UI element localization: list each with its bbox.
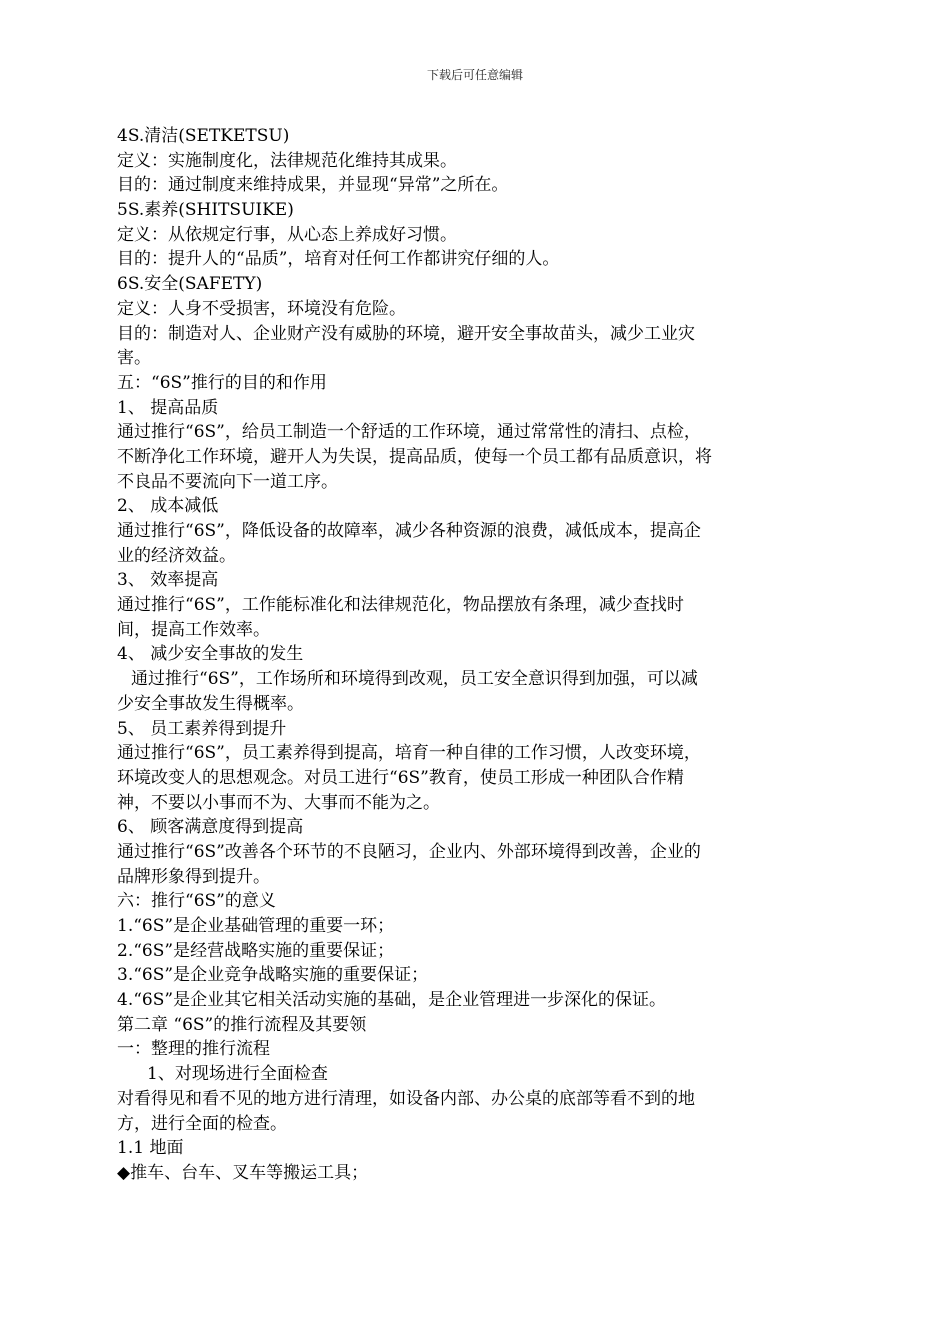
text-line: 一：整理的推行流程 bbox=[117, 1039, 270, 1060]
document-body bbox=[117, 124, 797, 1186]
text-line: 6、 顾客满意度得到提高 bbox=[117, 817, 304, 838]
text-line: 1、 提高品质 bbox=[117, 397, 219, 418]
text-line: 通过推行“6S”，工作能标准化和法律规范化，物品摆放有条理，减少查找时 bbox=[117, 595, 684, 616]
text-line: 目的：通过制度来维持成果，并显现“异常”之所在。 bbox=[117, 175, 509, 196]
text-line: 业的经济效益。 bbox=[117, 545, 236, 566]
text-line: 定义：人身不受损害，环境没有危险。 bbox=[117, 298, 406, 319]
text-line: 间，提高工作效率。 bbox=[117, 619, 270, 640]
text-line: 1.1 地面 bbox=[117, 1138, 184, 1159]
text-line: 少安全事故发生得概率。 bbox=[117, 693, 304, 714]
text-line: 第二章 “6S”的推行流程及其要领 bbox=[117, 1014, 367, 1035]
text-line: 5S.素养(SHITSUIKE) bbox=[117, 200, 294, 221]
text-line: 神，不要以小事而不为、大事而不能为之。 bbox=[117, 792, 440, 813]
text-line: 4、 减少安全事故的发生 bbox=[117, 644, 304, 665]
text-line: 通过推行“6S”改善各个环节的不良陋习，企业内、外部环境得到改善，企业的 bbox=[117, 841, 701, 862]
text-line: 目的：提升人的“品质”，培育对任何工作都讲究仔细的人。 bbox=[117, 249, 560, 270]
text-line: 目的：制造对人、企业财产没有威胁的环境，避开安全事故苗头，减少工业灾 bbox=[117, 323, 695, 344]
text-line: 通过推行“6S”，降低设备的故障率，减少各种资源的浪费，减低成本，提高企 bbox=[117, 521, 701, 541]
text-line: 2、 成本减低 bbox=[117, 496, 219, 517]
text-line: 2.“6S”是经营战略实施的重要保证； bbox=[117, 940, 395, 961]
text-line: 环境改变人的思想观念。对员工进行“6S”教育，使员工形成一种团队合作精 bbox=[117, 767, 684, 788]
text-line: 4S.清洁(SETKETSU) bbox=[117, 126, 290, 146]
text-line: 害。 bbox=[117, 348, 151, 369]
text-line: 6S.安全(SAFETY) bbox=[117, 274, 263, 295]
text-line: 不断净化工作环境，避开人为失误，提高品质，使每一个员工都有品质意识，将 bbox=[117, 446, 712, 467]
text-line: 通过推行“6S”，给员工制造一个舒适的工作环境，通过常常性的清扫、点检， bbox=[117, 422, 701, 443]
text-line: 五：“6S”推行的目的和作用 bbox=[117, 372, 327, 393]
text-line: 定义：实施制度化，法律规范化维持其成果。 bbox=[117, 150, 457, 171]
text-line: 3.“6S”是企业竞争战略实施的重要保证； bbox=[117, 965, 429, 986]
text-line: 3、 效率提高 bbox=[117, 570, 219, 591]
text-line: 品牌形象得到提升。 bbox=[117, 866, 270, 887]
text-line: 5、 员工素养得到提升 bbox=[117, 718, 287, 739]
page-header: 下载后可任意编辑 bbox=[426, 68, 523, 82]
text-line: 通过推行“6S”，员工素养得到提高，培育一种自律的工作习惯，人改变环境， bbox=[117, 743, 701, 764]
text-line: 对看得见和看不见的地方进行清理，如设备内部、办公桌的底部等看不到的地 bbox=[117, 1088, 695, 1109]
text-line: 1、对现场进行全面检查 bbox=[147, 1064, 328, 1085]
text-line: 1.“6S”是企业基础管理的重要一环； bbox=[117, 916, 395, 936]
text-line: 不良品不要流向下一道工序。 bbox=[117, 471, 338, 492]
text-line: 4.“6S”是企业其它相关活动实施的基础，是企业管理进一步深化的保证。 bbox=[117, 990, 667, 1011]
text-line: ◆推车、台车、叉车等搬运工具； bbox=[117, 1162, 369, 1183]
text-line: 通过推行“6S”，工作场所和环境得到改观，员工安全意识得到加强，可以减 bbox=[131, 669, 698, 690]
text-line: 方，进行全面的检查。 bbox=[117, 1113, 287, 1134]
text-line: 六：推行“6S”的意义 bbox=[117, 891, 276, 912]
text-line: 定义：从依规定行事，从心态上养成好习惯。 bbox=[117, 224, 457, 245]
